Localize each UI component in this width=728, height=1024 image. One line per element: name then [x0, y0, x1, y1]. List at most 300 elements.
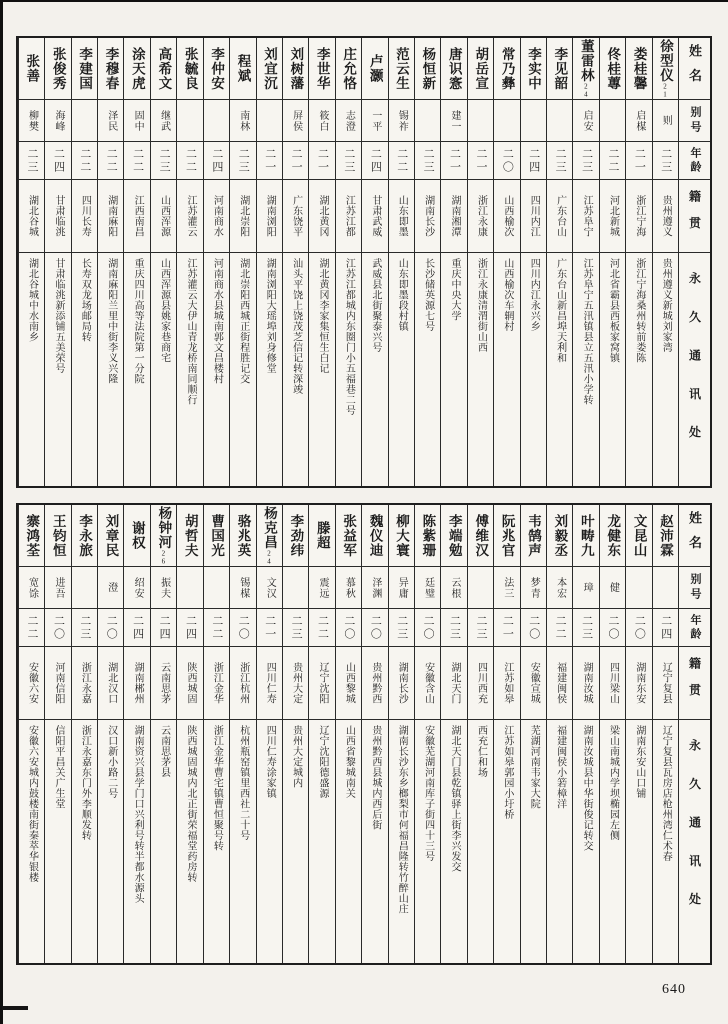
person-name-cell [256, 38, 282, 100]
person-age: 二三 [554, 147, 567, 174]
person-age: 二一 [290, 147, 303, 174]
person-name-cell [361, 38, 387, 100]
person-alias: 慕秋 [343, 576, 355, 599]
person-age-cell [123, 609, 149, 647]
person-age: 二三 [395, 614, 408, 641]
person-age-cell [44, 609, 70, 647]
person-native-place: 安徽六安 [26, 662, 38, 704]
person-age-cell [414, 142, 440, 180]
header-alias-cell [678, 567, 710, 609]
person-name: 李穆春 [103, 46, 119, 91]
person-age: 二二 [316, 614, 329, 641]
person-native-place-cell [440, 180, 466, 253]
person-age: 二四 [210, 147, 223, 174]
person-address-cell [97, 253, 123, 486]
person-alias-cell [229, 567, 255, 609]
person-name-cell [71, 38, 97, 100]
person-address-cell [572, 720, 598, 963]
person-native-place-cell [150, 647, 176, 720]
person-alias: 则 [660, 115, 672, 126]
person-name-cell [335, 38, 361, 100]
person-native-place: 山东即墨 [396, 195, 408, 237]
person-address-cell [308, 253, 334, 486]
person-column [44, 505, 70, 963]
person-alias: 启安 [581, 109, 593, 132]
person-column [44, 38, 70, 486]
person-address-cell [546, 253, 572, 486]
person-age-cell [388, 609, 414, 647]
person-address: 江苏如皋郭园小圩桥 [501, 725, 513, 820]
person-alias-cell [150, 100, 176, 142]
person-age-cell [176, 142, 202, 180]
person-column [71, 38, 97, 486]
person-address: 陕西城固城内北正街荣福堂药房转 [184, 725, 196, 883]
person-alias: 震远 [317, 576, 329, 599]
person-native-place-cell [652, 180, 678, 253]
person-column [388, 505, 414, 963]
person-name: 刘章民 [103, 513, 119, 558]
person-name: 杨恒新 [420, 46, 436, 91]
person-age: 二三 [290, 614, 303, 641]
person-native-place-cell [388, 180, 414, 253]
person-column [229, 505, 255, 963]
person-alias-cell [97, 567, 123, 609]
person-name-cell [599, 505, 625, 567]
person-name-cell [440, 38, 466, 100]
person-address: 长沙储英源七号 [422, 258, 434, 332]
person-address: 河北省霸县西板家窝镇 [607, 258, 619, 363]
person-age-cell [150, 142, 176, 180]
person-age: 二四 [184, 614, 197, 641]
person-name: 陈紫珊 [420, 513, 436, 558]
scan-edge-artifact-left [0, 0, 3, 1024]
person-address-cell [150, 720, 176, 963]
person-alias: 本宏 [554, 576, 566, 599]
person-address: 贵州黔西县城内西后街 [369, 725, 381, 830]
person-name: 骆兆英 [235, 513, 251, 558]
person-native-place-cell [335, 647, 361, 720]
person-name: 张善 [24, 54, 40, 83]
person-address: 浙江永嘉东门外李顺发转 [79, 725, 91, 841]
person-address: 山西榆次车辋村 [501, 258, 513, 332]
header-native-place-cell [678, 180, 710, 253]
person-native-place-cell [123, 647, 149, 720]
person-name-cell [44, 505, 70, 567]
header-name-cell [678, 38, 710, 100]
person-alias: 一平 [369, 109, 381, 132]
person-address-cell [388, 720, 414, 963]
person-native-place-cell [361, 647, 387, 720]
person-native-place: 湖南浏阳 [264, 195, 276, 237]
person-alias-cell [335, 567, 361, 609]
person-address: 重庆四川高等法院第一分院 [132, 258, 144, 384]
person-native-place: 福建闽侯 [554, 662, 566, 704]
person-column [572, 505, 598, 963]
person-name: 张毓良 [182, 46, 198, 91]
person-age: 二四 [659, 614, 672, 641]
person-age: 二〇 [369, 614, 382, 641]
person-address: 湖北天门县乾镇驿上街李兴发交 [449, 725, 461, 872]
person-address: 杭州瓶窑镇里西社二十号 [237, 725, 249, 841]
person-age: 二四 [52, 147, 65, 174]
person-column [256, 505, 282, 963]
person-native-place-cell [176, 180, 202, 253]
person-address: 安徽芜湖河南库子街四十三号 [422, 725, 434, 862]
person-alias-cell [493, 567, 519, 609]
person-alias: 廷璧 [422, 576, 434, 599]
person-address: 江苏灌云大伊山青龙桥南同顺行 [184, 258, 196, 405]
person-address-cell [625, 253, 651, 486]
person-column [467, 38, 493, 486]
person-column [414, 38, 440, 486]
person-address: 武威县北街聚泰兴号 [369, 258, 381, 353]
person-age: 二〇 [237, 614, 250, 641]
person-address-cell [467, 720, 493, 963]
person-native-place-cell [256, 180, 282, 253]
person-column [308, 505, 334, 963]
person-native-place-cell [44, 180, 70, 253]
header-age-cell [678, 142, 710, 180]
person-native-place: 河南商水 [211, 195, 223, 237]
person-alias: 屏侯 [290, 109, 302, 132]
person-address-cell [520, 720, 546, 963]
header-native-place-cell [678, 647, 710, 720]
person-name: 杨钟河 [156, 505, 172, 550]
person-name: 唐识愙 [446, 46, 462, 91]
person-name: 常乃彝 [499, 46, 515, 91]
person-name: 庄允恪 [341, 46, 357, 91]
header-address-cell [678, 253, 710, 486]
person-age-cell [361, 609, 387, 647]
person-age: 二二 [184, 147, 197, 174]
header-age-label: 年龄 [689, 613, 701, 642]
person-native-place: 浙江永康 [475, 195, 487, 237]
person-name: 佟桂蓴 [605, 46, 621, 91]
person-age-cell [361, 142, 387, 180]
person-alias-cell [282, 100, 308, 142]
person-alias-cell [361, 100, 387, 142]
person-alias-cell [546, 100, 572, 142]
person-age-cell [652, 609, 678, 647]
person-alias-cell [97, 100, 123, 142]
person-age-cell [493, 609, 519, 647]
person-address: 四川仁寿涂家镇 [264, 725, 276, 799]
person-alias: 海峰 [52, 109, 64, 132]
person-age: 二一 [316, 147, 329, 174]
person-name-cell [572, 38, 598, 100]
person-native-place: 河南信阳 [52, 662, 64, 704]
person-column [388, 38, 414, 486]
person-native-place: 江苏如皋 [501, 662, 513, 704]
person-column [203, 505, 229, 963]
person-native-place-cell [308, 647, 334, 720]
person-alias-cell [625, 567, 651, 609]
person-name-cell [282, 38, 308, 100]
person-address: 芜湖河南韦家大院 [528, 725, 540, 809]
person-address-cell [71, 720, 97, 963]
person-alias-cell [282, 567, 308, 609]
person-age: 二三 [659, 147, 672, 174]
header-address-label: 永久通讯处 [687, 272, 702, 464]
person-address-cell [229, 253, 255, 486]
person-alias: 振夫 [158, 576, 170, 599]
person-name-cell [625, 505, 651, 567]
person-age-cell [546, 609, 572, 647]
person-alias: 继武 [158, 109, 170, 132]
person-age-cell [520, 142, 546, 180]
person-age: 二〇 [422, 614, 435, 641]
person-column [599, 38, 625, 486]
person-column [546, 505, 572, 963]
person-native-place-cell [229, 647, 255, 720]
person-age-cell [414, 609, 440, 647]
person-alias: 泽渊 [369, 576, 381, 599]
person-name-cell [282, 505, 308, 567]
person-address-cell [361, 720, 387, 963]
person-address-cell [625, 720, 651, 963]
person-name: 卢灏 [367, 54, 383, 83]
header-native-place-label: 籍贯 [687, 656, 702, 710]
person-name-note: 26 [159, 549, 168, 566]
header-name-label: 姓名 [687, 510, 702, 561]
person-address-cell [256, 720, 282, 963]
person-age-cell [18, 609, 44, 647]
person-address: 安徽六安城内鼓楼南街秦萃华银楼 [26, 725, 38, 883]
header-name-cell [678, 505, 710, 567]
person-address-cell [71, 253, 97, 486]
person-native-place-cell [546, 180, 572, 253]
person-age: 二一 [448, 147, 461, 174]
person-alias-cell [599, 567, 625, 609]
person-column [652, 38, 678, 486]
header-age-label: 年龄 [689, 146, 701, 175]
person-address-cell [176, 720, 202, 963]
person-native-place-cell [361, 180, 387, 253]
person-native-place: 湖北崇阳 [237, 195, 249, 237]
person-column [176, 38, 202, 486]
person-age-cell [71, 142, 97, 180]
person-address: 浙江宁海桑州转前娄陈 [633, 258, 645, 363]
directory-table-bottom [16, 503, 712, 965]
header-alias-cell [678, 100, 710, 142]
person-address-cell [203, 720, 229, 963]
person-age-cell [440, 609, 466, 647]
person-alias-cell [652, 100, 678, 142]
person-name: 杨克昌 [261, 505, 277, 550]
person-address: 湖南长沙东乡榔梨市何福昌隆转竹醉山庄 [396, 725, 408, 914]
person-native-place-cell [44, 647, 70, 720]
person-name-cell [599, 38, 625, 100]
person-age-cell [625, 609, 651, 647]
person-address: 江苏江都城内东圈门小五福巷二号 [343, 258, 355, 416]
person-age: 二三 [580, 147, 593, 174]
person-column [123, 505, 149, 963]
person-age-cell [599, 609, 625, 647]
header-alias-label: 别号 [689, 572, 701, 603]
person-age: 二二 [554, 614, 567, 641]
person-native-place-cell [308, 180, 334, 253]
person-address-cell [335, 253, 361, 486]
person-address: 湖南麻阳兰里中街李义兴隆 [105, 258, 117, 384]
person-alias: 进吾 [52, 576, 64, 599]
person-alias-cell [467, 100, 493, 142]
person-address-cell [123, 253, 149, 486]
person-alias: 健 [607, 582, 619, 593]
person-native-place: 河北新城 [607, 195, 619, 237]
person-age: 二〇 [105, 614, 118, 641]
person-age-cell [652, 142, 678, 180]
header-age-cell [678, 609, 710, 647]
person-address-cell [335, 720, 361, 963]
person-address-cell [493, 253, 519, 486]
person-native-place: 四川西充 [475, 662, 487, 704]
person-age: 二二 [395, 147, 408, 174]
person-name-cell [546, 505, 572, 567]
person-name: 阮兆官 [499, 513, 515, 558]
person-address: 甘肃临洮新添铺五美荣号 [52, 258, 64, 374]
person-name: 李永旅 [77, 513, 93, 558]
person-age-cell [467, 609, 493, 647]
person-native-place: 四川梁山 [607, 662, 619, 704]
person-column [229, 38, 255, 486]
person-alias: 璋 [581, 582, 593, 593]
person-name-cell [440, 505, 466, 567]
person-name: 傅维汉 [473, 513, 489, 558]
person-column [18, 38, 44, 486]
person-name: 李世华 [314, 46, 330, 91]
person-address: 辽宁沈阳德盛源 [317, 725, 329, 799]
person-alias-cell [44, 567, 70, 609]
person-address-cell [282, 253, 308, 486]
person-name-cell [71, 505, 97, 567]
person-age: 二二 [26, 614, 39, 641]
person-alias-cell [414, 100, 440, 142]
person-native-place-cell [18, 647, 44, 720]
person-alias-cell [440, 100, 466, 142]
person-native-place: 浙江杭州 [237, 662, 249, 704]
person-address-cell [18, 253, 44, 486]
person-column [176, 505, 202, 963]
person-address-cell [493, 720, 519, 963]
person-address: 湖北崇阳西城正街程胜记交 [237, 258, 249, 384]
person-alias-cell [652, 567, 678, 609]
person-native-place-cell [282, 180, 308, 253]
person-age-cell [520, 609, 546, 647]
person-native-place-cell [97, 180, 123, 253]
person-age-cell [203, 609, 229, 647]
person-address: 江苏阜宁五汛镇县立五汛小学转 [581, 258, 593, 405]
person-name: 刘树藩 [288, 46, 304, 91]
person-address: 山东即墨段村镇 [396, 258, 408, 332]
person-name: 胡岳宣 [473, 46, 489, 91]
person-alias: 南林 [237, 109, 249, 132]
person-native-place-cell [652, 647, 678, 720]
person-address-cell [599, 253, 625, 486]
person-native-place-cell [625, 180, 651, 253]
person-alias: 志澄 [343, 109, 355, 132]
person-age-cell [256, 609, 282, 647]
person-age-cell [572, 142, 598, 180]
person-name: 寨鸿荃 [24, 513, 40, 558]
person-column [625, 505, 651, 963]
person-alias-cell [520, 100, 546, 142]
person-address-cell [203, 253, 229, 486]
scan-edge-artifact-top [0, 0, 728, 2]
person-native-place: 湖北黄冈 [317, 195, 329, 237]
person-age-cell [18, 142, 44, 180]
person-address-cell [282, 720, 308, 963]
person-address: 湖北谷城中水南乡 [26, 258, 38, 342]
person-alias-cell [546, 567, 572, 609]
person-native-place-cell [599, 647, 625, 720]
person-alias: 柳樊 [26, 109, 38, 132]
person-alias: 锡祚 [396, 109, 408, 132]
person-alias-cell [123, 100, 149, 142]
table-header-column [678, 38, 710, 486]
person-native-place-cell [440, 647, 466, 720]
person-native-place-cell [520, 180, 546, 253]
person-name-cell [97, 38, 123, 100]
person-column [546, 38, 572, 486]
person-age-cell [256, 142, 282, 180]
person-address: 山西省黎城南关 [343, 725, 355, 799]
person-name-cell [150, 38, 176, 100]
person-alias: 启楳 [633, 109, 645, 132]
person-age: 二〇 [501, 147, 514, 174]
person-name-cell [546, 38, 572, 100]
person-address: 广东台山新昌埠天利和 [554, 258, 566, 363]
person-alias-cell [44, 100, 70, 142]
person-age: 二三 [448, 614, 461, 641]
person-name-cell [44, 38, 70, 100]
person-name-cell [335, 505, 361, 567]
person-address: 湖南东安山口铺 [633, 725, 645, 799]
person-native-place-cell [546, 647, 572, 720]
person-alias: 文汉 [264, 576, 276, 599]
person-native-place-cell [150, 180, 176, 253]
person-column [71, 505, 97, 963]
person-native-place-cell [71, 180, 97, 253]
person-name: 李端勉 [446, 513, 462, 558]
person-address-cell [440, 720, 466, 963]
person-name-cell [388, 38, 414, 100]
person-address: 四川内江永兴乡 [528, 258, 540, 332]
person-age: 二三 [474, 614, 487, 641]
person-alias-cell [18, 100, 44, 142]
person-column [361, 38, 387, 486]
person-age: 二二 [606, 147, 619, 174]
person-age-cell [308, 609, 334, 647]
person-age-cell [493, 142, 519, 180]
person-age: 二三 [158, 147, 171, 174]
person-age-cell [546, 142, 572, 180]
person-address-cell [97, 720, 123, 963]
person-column [203, 38, 229, 486]
person-address-cell [229, 720, 255, 963]
person-name-cell [97, 505, 123, 567]
person-alias: 锡楳 [237, 576, 249, 599]
person-age-cell [229, 142, 255, 180]
person-address-cell [652, 720, 678, 963]
person-name-cell [467, 505, 493, 567]
person-native-place: 湖南长沙 [396, 662, 408, 704]
person-alias: 梦青 [528, 576, 540, 599]
person-column [335, 505, 361, 963]
person-age: 二二 [210, 614, 223, 641]
person-alias: 固中 [132, 109, 144, 132]
person-native-place: 山西黎城 [343, 662, 355, 704]
person-name: 赵沛霖 [658, 513, 674, 558]
